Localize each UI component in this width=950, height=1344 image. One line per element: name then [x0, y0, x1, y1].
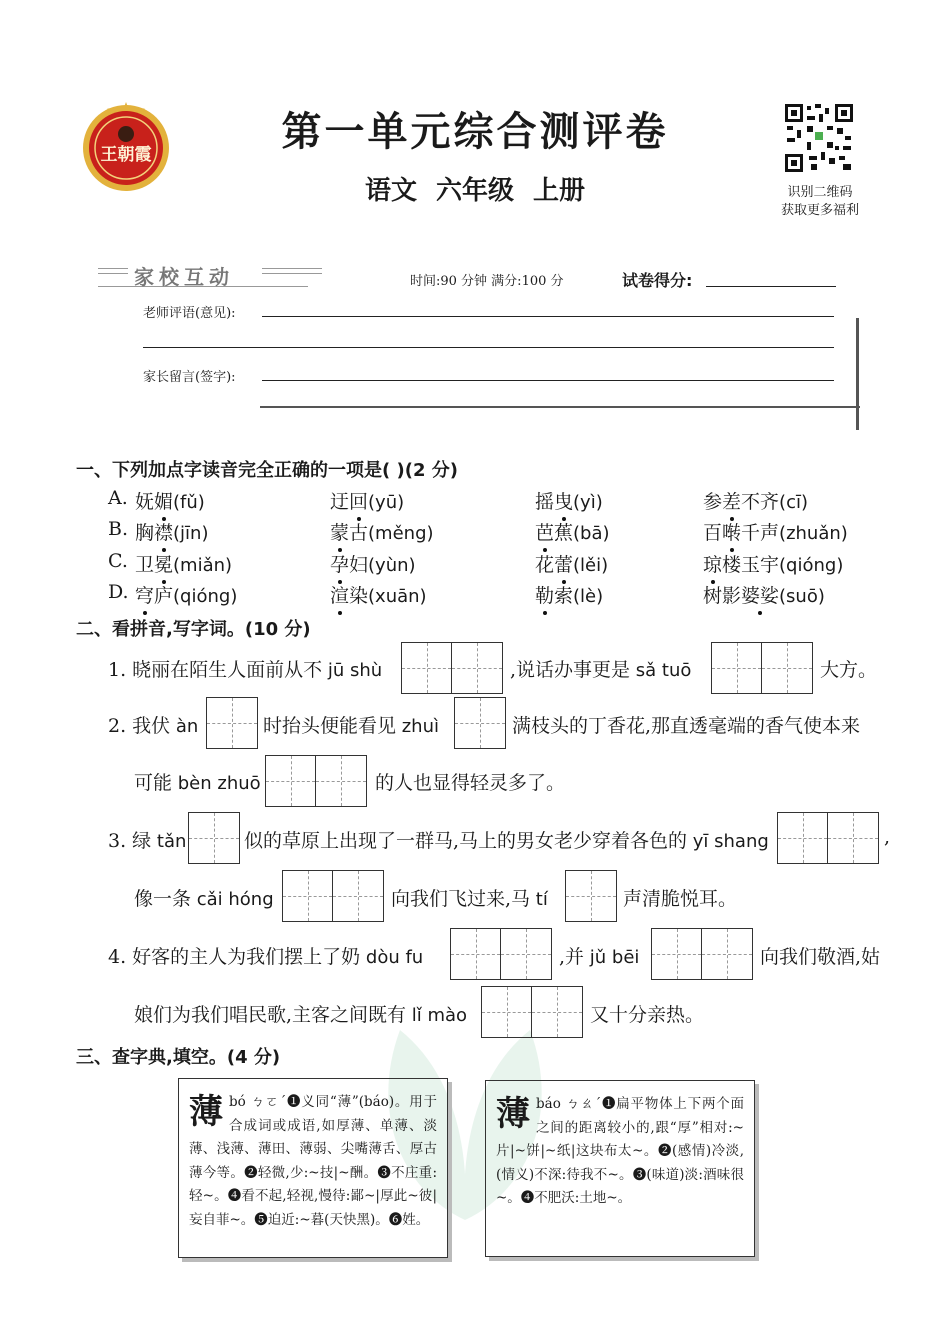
- score-label: 试卷得分:: [622, 271, 693, 290]
- teacher-comment-label: 老师评语(意见):: [143, 306, 236, 321]
- word-pinyin: (qióng): [779, 555, 844, 576]
- word-text: 树影: [703, 585, 742, 607]
- dotted-char: 蒙: [330, 518, 349, 545]
- question-2-2-part-d: 可能 bèn zhuō: [134, 772, 261, 794]
- question-2-3-part-d: 像一条 cǎi hóng: [134, 888, 274, 910]
- answer-grid-cai-hong[interactable]: [282, 870, 384, 922]
- question-2-1-part-c: 大方。: [820, 659, 878, 681]
- parent-message-label: 家长留言(签字):: [143, 370, 236, 385]
- option-letter: A.: [108, 487, 128, 509]
- option-word: [703, 550, 843, 577]
- word-text: 摇: [535, 491, 555, 513]
- score-field[interactable]: [706, 286, 836, 287]
- word-text: 不齐: [741, 491, 780, 513]
- word-text: 千声: [741, 522, 780, 544]
- option-word: [703, 518, 848, 545]
- question-2-3-part-a: 3. 绿 tǎn: [108, 830, 187, 852]
- option-word: [135, 518, 209, 545]
- word-pinyin: (yùn): [368, 555, 416, 576]
- question-2-3-part-f: 声清脆悦耳。: [623, 888, 738, 910]
- option-letter: C.: [108, 550, 128, 572]
- dotted-char: 穹: [135, 581, 154, 608]
- option-word: [703, 581, 825, 608]
- question-2-2-part-c: 满枝头的丁香花,那直透毫端的香气使本来: [512, 715, 861, 737]
- qr-caption-2: 获取更多福利: [780, 203, 859, 218]
- option-letter: D.: [108, 581, 129, 603]
- word-pinyin: (bā): [573, 523, 610, 544]
- dotted-char: 琼: [703, 550, 722, 577]
- dotted-char: 渲: [330, 581, 349, 608]
- question-2-2-part-b: 时抬头便能看见 zhuì: [263, 715, 440, 737]
- word-text: 参: [703, 491, 723, 513]
- dotted-char: 冕: [154, 550, 173, 577]
- hs-rule: [262, 268, 322, 269]
- word-pinyin: (lè): [573, 586, 604, 607]
- option-word: [330, 581, 427, 608]
- word-pinyin: (měng): [368, 523, 434, 544]
- dotted-char: 蕾: [554, 550, 573, 577]
- option-word: [330, 518, 434, 545]
- teacher-comment-field[interactable]: [262, 316, 834, 317]
- dotted-char: 曳: [554, 487, 573, 514]
- hs-rule: [262, 273, 322, 274]
- word-text: 妩: [135, 491, 155, 513]
- question-2-4-part-d: 娘们为我们唱民歌,主客之间既有 lǐ mào: [134, 1004, 468, 1026]
- word-text: 索: [554, 585, 574, 607]
- option-word: [330, 550, 416, 577]
- answer-grid-zhui[interactable]: [454, 697, 506, 749]
- word-text: 卫: [135, 554, 155, 576]
- word-pinyin: (jīn): [173, 523, 209, 544]
- section-3-heading: 三、查字典,填空。(4 分): [76, 1047, 281, 1068]
- option-word: [330, 487, 404, 514]
- answer-grid-ju-bei[interactable]: [651, 928, 753, 980]
- time-score-info: 时间:90 分钟 满分:100 分: [410, 274, 564, 289]
- dict-text-bo: bó ㄅㄛˊ❶义同“薄”(báo)。用于合成词或成语,如厚薄、单薄、淡薄、浅薄、薄田、薄弱、尖嘴薄舌、厚古薄今等。❷轻微,少:~技|~酬。❸不庄重:轻~。❹看不起,轻视,慢待:鄙~|厚此~彼|妄自菲~。❺迫近:~暮(天快黑)。❻姓。: [189, 1094, 437, 1228]
- answer-grid-li-mao[interactable]: [481, 986, 583, 1038]
- question-2-2-part-e: 的人也显得轻灵多了。: [375, 772, 566, 794]
- word-text: 古: [349, 522, 369, 544]
- question-2-3-part-c: ,: [884, 826, 891, 848]
- word-pinyin: (lěi): [573, 555, 609, 576]
- section-2-heading: 二、看拼音,写字词。(10 分): [76, 619, 311, 640]
- page-subtitle: 语文 六年级 上册: [364, 176, 586, 206]
- box-border-right: [856, 318, 859, 430]
- question-2-2-part-a: 2. 我伏 àn: [108, 715, 199, 737]
- qr-caption-1: 识别二维码: [787, 185, 853, 200]
- question-2-1-part-b: ,说话办事更是 sǎ tuō: [510, 659, 692, 681]
- dictionary-entry-bo: [178, 1078, 448, 1258]
- answer-grid-dou-fu[interactable]: [450, 928, 552, 980]
- parent-message-field[interactable]: [262, 380, 834, 381]
- word-pinyin: (cī): [779, 492, 808, 513]
- word-pinyin: (zhuǎn): [779, 523, 848, 544]
- qr-code-icon: [783, 102, 855, 174]
- word-pinyin: (suō): [779, 586, 825, 607]
- answer-grid-sa-tuo[interactable]: [711, 642, 813, 694]
- dotted-char: 媚: [154, 487, 173, 514]
- word-pinyin: (qióng): [173, 586, 238, 607]
- word-pinyin: (xuān): [368, 586, 427, 607]
- question-2-1-part-a: 1. 晓丽在陌生人面前从不 jū shù: [108, 659, 383, 681]
- dotted-char: 襟: [154, 518, 173, 545]
- option-word: [535, 487, 603, 514]
- page-title: 第一单元综合测评卷: [281, 108, 669, 155]
- teacher-comment-field-2[interactable]: [143, 347, 834, 348]
- dict-char-bo: 薄: [189, 1092, 223, 1132]
- word-text: 妇: [349, 554, 369, 576]
- option-word: [535, 550, 608, 577]
- question-2-4-part-c: 向我们敬酒,姑: [760, 946, 881, 968]
- word-text: 花: [535, 554, 555, 576]
- dictionary-entry-bao: [485, 1080, 755, 1257]
- hs-rule: [98, 268, 128, 269]
- home-school-title: 家校互动: [134, 265, 234, 289]
- question-2-4-part-b: ,并 jǔ bēi: [559, 946, 640, 968]
- option-word: [135, 581, 237, 608]
- hs-rule: [98, 273, 128, 274]
- dotted-char: 差: [722, 487, 741, 514]
- word-pinyin: (fǔ): [173, 492, 205, 513]
- dict-char-bao: 薄: [496, 1094, 530, 1134]
- option-word: [703, 487, 808, 514]
- word-pinyin: (yū): [368, 492, 405, 513]
- question-2-4-part-e: 又十分亲热。: [590, 1004, 705, 1026]
- logo-text: 王朝霞: [100, 145, 152, 165]
- dotted-char: 婆娑: [741, 581, 779, 608]
- word-text: 庐: [154, 585, 174, 607]
- word-text: 楼玉宇: [722, 554, 780, 576]
- answer-grid-an[interactable]: [206, 697, 258, 749]
- word-text: 百: [703, 522, 723, 544]
- option-word: [535, 518, 610, 545]
- answer-grid-ti[interactable]: [565, 870, 617, 922]
- word-text: 染: [349, 585, 369, 607]
- option-word: [135, 550, 232, 577]
- dotted-char: 啭: [722, 518, 741, 545]
- option-letter: B.: [108, 518, 129, 540]
- dotted-char: 勒: [535, 581, 554, 608]
- word-pinyin: (yì): [573, 492, 603, 513]
- option-word: [535, 581, 603, 608]
- answer-grid-ben-zhuo[interactable]: [265, 755, 367, 807]
- question-2-3-part-e: 向我们飞过来,马 tí: [391, 888, 548, 910]
- option-word: [135, 487, 205, 514]
- section-1-heading: 一、下列加点字读音完全正确的一项是( )(2 分): [76, 460, 458, 481]
- box-border-bottom: [260, 406, 860, 408]
- word-text: 迂: [330, 491, 350, 513]
- question-2-4-part-a: 4. 好客的主人为我们摆上了奶 dòu fu: [108, 946, 424, 968]
- dotted-char: 回: [349, 487, 368, 514]
- word-pinyin: (miǎn): [173, 555, 233, 576]
- dotted-char: 芭: [535, 518, 554, 545]
- answer-grid-ju-shu[interactable]: [401, 642, 503, 694]
- word-text: 蕉: [554, 522, 574, 544]
- question-2-3-part-b: 似的草原上出现了一群马,马上的男女老少穿着各色的 yī shang: [244, 830, 769, 852]
- answer-grid-tan[interactable]: [188, 812, 240, 864]
- answer-grid-yi-shang[interactable]: [777, 812, 879, 864]
- dict-text-bao: báo ㄅㄠˊ❶扁平物体上下两个面之间的距离较小的,跟“厚”相对:~片|~饼|~纸|这块布太~。❷(感情)冷淡,(情义)不深:待我不~。❸(味道)淡:酒味很~。❹不肥沃:土地~。: [496, 1096, 744, 1206]
- dotted-char: 孕: [330, 550, 349, 577]
- word-text: 胸: [135, 522, 155, 544]
